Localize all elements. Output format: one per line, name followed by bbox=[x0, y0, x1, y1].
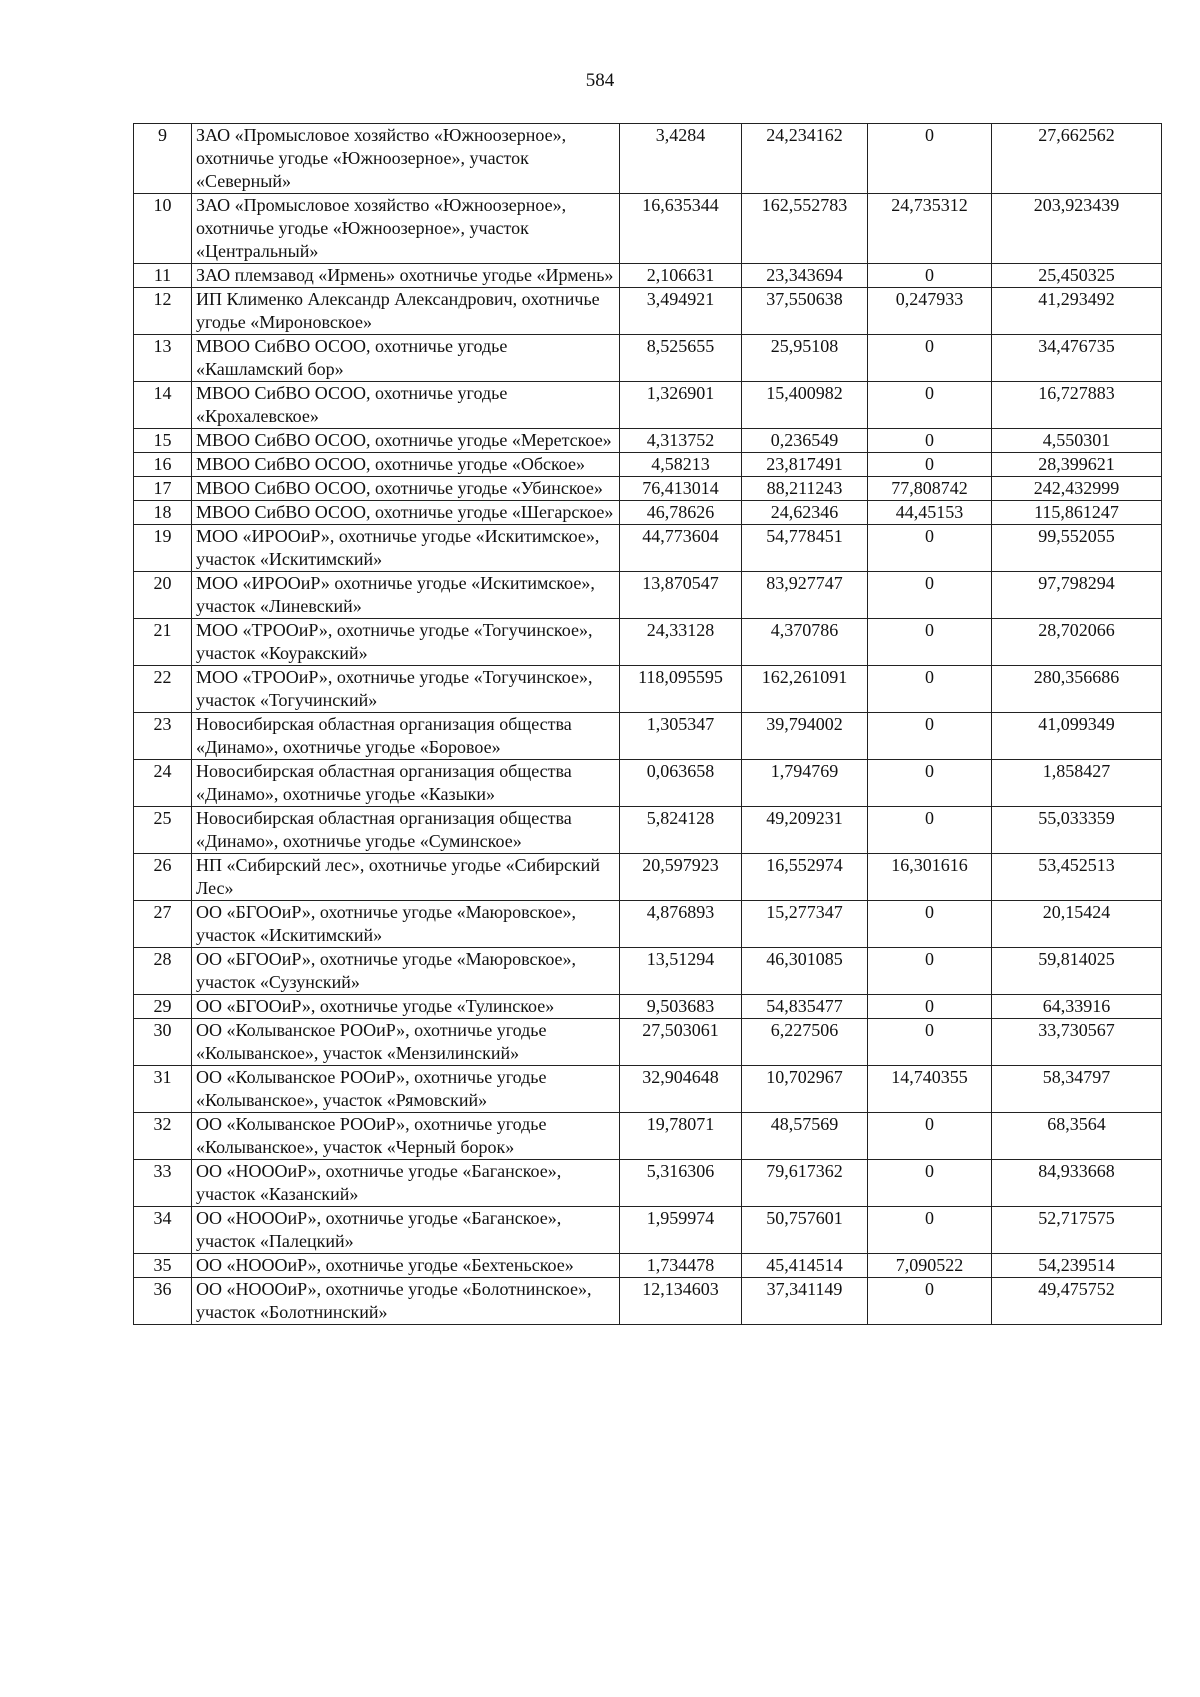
row-number-cell: 27 bbox=[134, 901, 192, 948]
row-number-cell: 18 bbox=[134, 501, 192, 525]
value-3-cell: 0 bbox=[868, 429, 992, 453]
value-1-cell: 16,635344 bbox=[620, 194, 742, 264]
value-2-cell: 0,236549 bbox=[742, 429, 868, 453]
value-3-cell: 0 bbox=[868, 572, 992, 619]
row-number-cell: 21 bbox=[134, 619, 192, 666]
value-3-cell: 0 bbox=[868, 124, 992, 194]
table-row bbox=[134, 901, 1162, 948]
value-3-cell: 0 bbox=[868, 713, 992, 760]
organization-name-cell: Новосибирская областная организация общества «Динамо», охотничье угодье «Казыки» bbox=[192, 760, 620, 807]
value-1-cell: 1,326901 bbox=[620, 382, 742, 429]
row-number-cell: 9 bbox=[134, 124, 192, 194]
organization-name-cell: ОО «БГООиР», охотничье угодье «Тулинское» bbox=[192, 995, 620, 1019]
value-1-cell: 118,095595 bbox=[620, 666, 742, 713]
value-1-cell: 20,597923 bbox=[620, 854, 742, 901]
organization-name-cell: МВОО СибВО ОСОО, охотничье угодье «Обское» bbox=[192, 453, 620, 477]
value-3-cell: 0 bbox=[868, 382, 992, 429]
row-number-cell: 13 bbox=[134, 335, 192, 382]
total-cell: 28,399621 bbox=[992, 453, 1162, 477]
value-2-cell: 16,552974 bbox=[742, 854, 868, 901]
value-3-cell: 0,247933 bbox=[868, 288, 992, 335]
row-number-cell: 14 bbox=[134, 382, 192, 429]
total-cell: 64,33916 bbox=[992, 995, 1162, 1019]
row-number-cell: 23 bbox=[134, 713, 192, 760]
organization-name-cell: МОО «ИРООиР», охотничье угодье «Искитимское», участок «Искитимский» bbox=[192, 525, 620, 572]
table-row bbox=[134, 666, 1162, 713]
value-2-cell: 45,414514 bbox=[742, 1254, 868, 1278]
value-3-cell: 0 bbox=[868, 1278, 992, 1325]
row-number-cell: 25 bbox=[134, 807, 192, 854]
total-cell: 115,861247 bbox=[992, 501, 1162, 525]
value-2-cell: 6,227506 bbox=[742, 1019, 868, 1066]
value-1-cell: 3,494921 bbox=[620, 288, 742, 335]
value-2-cell: 25,95108 bbox=[742, 335, 868, 382]
value-1-cell: 19,78071 bbox=[620, 1113, 742, 1160]
table-row bbox=[134, 854, 1162, 901]
table-row bbox=[134, 995, 1162, 1019]
organization-name-cell: ОО «НОООиР», охотничье угодье «Болотнинское», участок «Болотнинский» bbox=[192, 1278, 620, 1325]
row-number-cell: 29 bbox=[134, 995, 192, 1019]
value-1-cell: 44,773604 bbox=[620, 525, 742, 572]
total-cell: 1,858427 bbox=[992, 760, 1162, 807]
value-3-cell: 0 bbox=[868, 760, 992, 807]
table-row bbox=[134, 948, 1162, 995]
value-3-cell: 0 bbox=[868, 666, 992, 713]
table-row bbox=[134, 288, 1162, 335]
total-cell: 58,34797 bbox=[992, 1066, 1162, 1113]
value-1-cell: 27,503061 bbox=[620, 1019, 742, 1066]
organization-name-cell: МВОО СибВО ОСОО, охотничье угодье «Шегарское» bbox=[192, 501, 620, 525]
total-cell: 28,702066 bbox=[992, 619, 1162, 666]
value-3-cell: 0 bbox=[868, 1160, 992, 1207]
value-2-cell: 37,550638 bbox=[742, 288, 868, 335]
organization-name-cell: ИП Клименко Александр Александрович, охотничье угодье «Мироновское» bbox=[192, 288, 620, 335]
value-1-cell: 4,58213 bbox=[620, 453, 742, 477]
table-row bbox=[134, 619, 1162, 666]
value-3-cell: 0 bbox=[868, 525, 992, 572]
value-2-cell: 54,835477 bbox=[742, 995, 868, 1019]
table-row bbox=[134, 807, 1162, 854]
value-1-cell: 3,4284 bbox=[620, 124, 742, 194]
table-row bbox=[134, 477, 1162, 501]
organization-name-cell: МОО «ТРООиР», охотничье угодье «Тогучинское», участок «Коуракский» bbox=[192, 619, 620, 666]
value-2-cell: 162,261091 bbox=[742, 666, 868, 713]
value-2-cell: 48,57569 bbox=[742, 1113, 868, 1160]
row-number-cell: 12 bbox=[134, 288, 192, 335]
total-cell: 54,239514 bbox=[992, 1254, 1162, 1278]
table-row bbox=[134, 525, 1162, 572]
total-cell: 41,293492 bbox=[992, 288, 1162, 335]
table-row bbox=[134, 264, 1162, 288]
value-3-cell: 44,45153 bbox=[868, 501, 992, 525]
row-number-cell: 28 bbox=[134, 948, 192, 995]
total-cell: 27,662562 bbox=[992, 124, 1162, 194]
table-row bbox=[134, 382, 1162, 429]
table-row bbox=[134, 124, 1162, 194]
total-cell: 242,432999 bbox=[992, 477, 1162, 501]
value-3-cell: 77,808742 bbox=[868, 477, 992, 501]
total-cell: 20,15424 bbox=[992, 901, 1162, 948]
organization-name-cell: Новосибирская областная организация общества «Динамо», охотничье угодье «Суминское» bbox=[192, 807, 620, 854]
value-2-cell: 37,341149 bbox=[742, 1278, 868, 1325]
organization-name-cell: ОО «Колыванское РООиР», охотничье угодье «Колыванское», участок «Черный борок» bbox=[192, 1113, 620, 1160]
value-2-cell: 15,400982 bbox=[742, 382, 868, 429]
total-cell: 84,933668 bbox=[992, 1160, 1162, 1207]
organization-name-cell: МВОО СибВО ОСОО, охотничье угодье «Крохалевское» bbox=[192, 382, 620, 429]
value-3-cell: 0 bbox=[868, 1113, 992, 1160]
organization-name-cell: ЗАО «Промысловое хозяйство «Южноозерное», охотничье угодье «Южноозерное», участок «Северный» bbox=[192, 124, 620, 194]
organization-name-cell: ОО «НОООиР», охотничье угодье «Баганское», участок «Палецкий» bbox=[192, 1207, 620, 1254]
value-2-cell: 1,794769 bbox=[742, 760, 868, 807]
value-2-cell: 88,211243 bbox=[742, 477, 868, 501]
value-1-cell: 12,134603 bbox=[620, 1278, 742, 1325]
table-row bbox=[134, 453, 1162, 477]
value-3-cell: 0 bbox=[868, 807, 992, 854]
table-row bbox=[134, 501, 1162, 525]
total-cell: 99,552055 bbox=[992, 525, 1162, 572]
row-number-cell: 34 bbox=[134, 1207, 192, 1254]
value-2-cell: 49,209231 bbox=[742, 807, 868, 854]
value-3-cell: 0 bbox=[868, 335, 992, 382]
table-row bbox=[134, 1160, 1162, 1207]
value-1-cell: 4,313752 bbox=[620, 429, 742, 453]
value-2-cell: 10,702967 bbox=[742, 1066, 868, 1113]
total-cell: 49,475752 bbox=[992, 1278, 1162, 1325]
value-2-cell: 24,62346 bbox=[742, 501, 868, 525]
value-1-cell: 76,413014 bbox=[620, 477, 742, 501]
total-cell: 68,3564 bbox=[992, 1113, 1162, 1160]
value-3-cell: 0 bbox=[868, 948, 992, 995]
organization-name-cell: ОО «НОООиР», охотничье угодье «Бехтеньское» bbox=[192, 1254, 620, 1278]
table-row bbox=[134, 1254, 1162, 1278]
value-3-cell: 16,301616 bbox=[868, 854, 992, 901]
value-2-cell: 79,617362 bbox=[742, 1160, 868, 1207]
table-row bbox=[134, 1207, 1162, 1254]
table-body bbox=[134, 124, 1162, 1325]
table-row bbox=[134, 1113, 1162, 1160]
value-2-cell: 46,301085 bbox=[742, 948, 868, 995]
value-3-cell: 0 bbox=[868, 264, 992, 288]
value-1-cell: 8,525655 bbox=[620, 335, 742, 382]
value-3-cell: 0 bbox=[868, 453, 992, 477]
value-1-cell: 2,106631 bbox=[620, 264, 742, 288]
organization-name-cell: МВОО СибВО ОСОО, охотничье угодье «Убинское» bbox=[192, 477, 620, 501]
row-number-cell: 20 bbox=[134, 572, 192, 619]
table-row bbox=[134, 1278, 1162, 1325]
organization-name-cell: ОО «БГООиР», охотничье угодье «Маюровское», участок «Искитимский» bbox=[192, 901, 620, 948]
total-cell: 34,476735 bbox=[992, 335, 1162, 382]
total-cell: 16,727883 bbox=[992, 382, 1162, 429]
value-3-cell: 0 bbox=[868, 1019, 992, 1066]
value-2-cell: 83,927747 bbox=[742, 572, 868, 619]
table-row bbox=[134, 713, 1162, 760]
organization-name-cell: НП «Сибирский лес», охотничье угодье «Сибирский Лес» bbox=[192, 854, 620, 901]
value-1-cell: 4,876893 bbox=[620, 901, 742, 948]
organization-name-cell: ОО «Колыванское РООиР», охотничье угодье «Колыванское», участок «Рямовский» bbox=[192, 1066, 620, 1113]
hunting-grounds-table bbox=[133, 123, 1162, 1325]
total-cell: 25,450325 bbox=[992, 264, 1162, 288]
value-1-cell: 9,503683 bbox=[620, 995, 742, 1019]
organization-name-cell: ОО «НОООиР», охотничье угодье «Баганское», участок «Казанский» bbox=[192, 1160, 620, 1207]
organization-name-cell: ОО «БГООиР», охотничье угодье «Маюровское», участок «Сузунский» bbox=[192, 948, 620, 995]
value-3-cell: 0 bbox=[868, 619, 992, 666]
value-1-cell: 13,870547 bbox=[620, 572, 742, 619]
row-number-cell: 22 bbox=[134, 666, 192, 713]
row-number-cell: 36 bbox=[134, 1278, 192, 1325]
organization-name-cell: ЗАО «Промысловое хозяйство «Южноозерное», охотничье угодье «Южноозерное», участок «Центральный» bbox=[192, 194, 620, 264]
value-2-cell: 23,343694 bbox=[742, 264, 868, 288]
total-cell: 55,033359 bbox=[992, 807, 1162, 854]
value-3-cell: 0 bbox=[868, 995, 992, 1019]
row-number-cell: 33 bbox=[134, 1160, 192, 1207]
value-1-cell: 1,734478 bbox=[620, 1254, 742, 1278]
value-1-cell: 1,305347 bbox=[620, 713, 742, 760]
value-3-cell: 14,740355 bbox=[868, 1066, 992, 1113]
total-cell: 4,550301 bbox=[992, 429, 1162, 453]
value-2-cell: 24,234162 bbox=[742, 124, 868, 194]
value-1-cell: 13,51294 bbox=[620, 948, 742, 995]
value-3-cell: 24,735312 bbox=[868, 194, 992, 264]
row-number-cell: 26 bbox=[134, 854, 192, 901]
value-1-cell: 46,78626 bbox=[620, 501, 742, 525]
row-number-cell: 16 bbox=[134, 453, 192, 477]
organization-name-cell: ЗАО племзавод «Ирмень» охотничье угодье «Ирмень» bbox=[192, 264, 620, 288]
total-cell: 203,923439 bbox=[992, 194, 1162, 264]
total-cell: 53,452513 bbox=[992, 854, 1162, 901]
row-number-cell: 15 bbox=[134, 429, 192, 453]
value-2-cell: 15,277347 bbox=[742, 901, 868, 948]
table-row bbox=[134, 760, 1162, 807]
value-2-cell: 162,552783 bbox=[742, 194, 868, 264]
row-number-cell: 32 bbox=[134, 1113, 192, 1160]
total-cell: 280,356686 bbox=[992, 666, 1162, 713]
total-cell: 59,814025 bbox=[992, 948, 1162, 995]
row-number-cell: 10 bbox=[134, 194, 192, 264]
row-number-cell: 30 bbox=[134, 1019, 192, 1066]
row-number-cell: 19 bbox=[134, 525, 192, 572]
row-number-cell: 11 bbox=[134, 264, 192, 288]
row-number-cell: 17 bbox=[134, 477, 192, 501]
total-cell: 52,717575 bbox=[992, 1207, 1162, 1254]
organization-name-cell: МОО «ИРООиР» охотничье угодье «Искитимское», участок «Линевский» bbox=[192, 572, 620, 619]
value-3-cell: 0 bbox=[868, 1207, 992, 1254]
page-number: 584 bbox=[585, 70, 615, 91]
value-2-cell: 4,370786 bbox=[742, 619, 868, 666]
value-2-cell: 39,794002 bbox=[742, 713, 868, 760]
organization-name-cell: Новосибирская областная организация общества «Динамо», охотничье угодье «Боровое» bbox=[192, 713, 620, 760]
value-3-cell: 0 bbox=[868, 901, 992, 948]
row-number-cell: 35 bbox=[134, 1254, 192, 1278]
table-row bbox=[134, 335, 1162, 382]
value-2-cell: 50,757601 bbox=[742, 1207, 868, 1254]
organization-name-cell: МВОО СибВО ОСОО, охотничье угодье «Кашламский бор» bbox=[192, 335, 620, 382]
table-row bbox=[134, 1019, 1162, 1066]
value-1-cell: 32,904648 bbox=[620, 1066, 742, 1113]
row-number-cell: 24 bbox=[134, 760, 192, 807]
total-cell: 41,099349 bbox=[992, 713, 1162, 760]
value-2-cell: 54,778451 bbox=[742, 525, 868, 572]
total-cell: 33,730567 bbox=[992, 1019, 1162, 1066]
value-1-cell: 5,824128 bbox=[620, 807, 742, 854]
table-row bbox=[134, 572, 1162, 619]
value-1-cell: 0,063658 bbox=[620, 760, 742, 807]
organization-name-cell: ОО «Колыванское РООиР», охотничье угодье «Колыванское», участок «Мензилинский» bbox=[192, 1019, 620, 1066]
value-1-cell: 1,959974 bbox=[620, 1207, 742, 1254]
row-number-cell: 31 bbox=[134, 1066, 192, 1113]
value-1-cell: 24,33128 bbox=[620, 619, 742, 666]
value-1-cell: 5,316306 bbox=[620, 1160, 742, 1207]
total-cell: 97,798294 bbox=[992, 572, 1162, 619]
value-3-cell: 7,090522 bbox=[868, 1254, 992, 1278]
organization-name-cell: МВОО СибВО ОСОО, охотничье угодье «Меретское» bbox=[192, 429, 620, 453]
table-row bbox=[134, 1066, 1162, 1113]
table-row bbox=[134, 194, 1162, 264]
organization-name-cell: МОО «ТРООиР», охотничье угодье «Тогучинское», участок «Тогучинский» bbox=[192, 666, 620, 713]
value-2-cell: 23,817491 bbox=[742, 453, 868, 477]
table-row bbox=[134, 429, 1162, 453]
